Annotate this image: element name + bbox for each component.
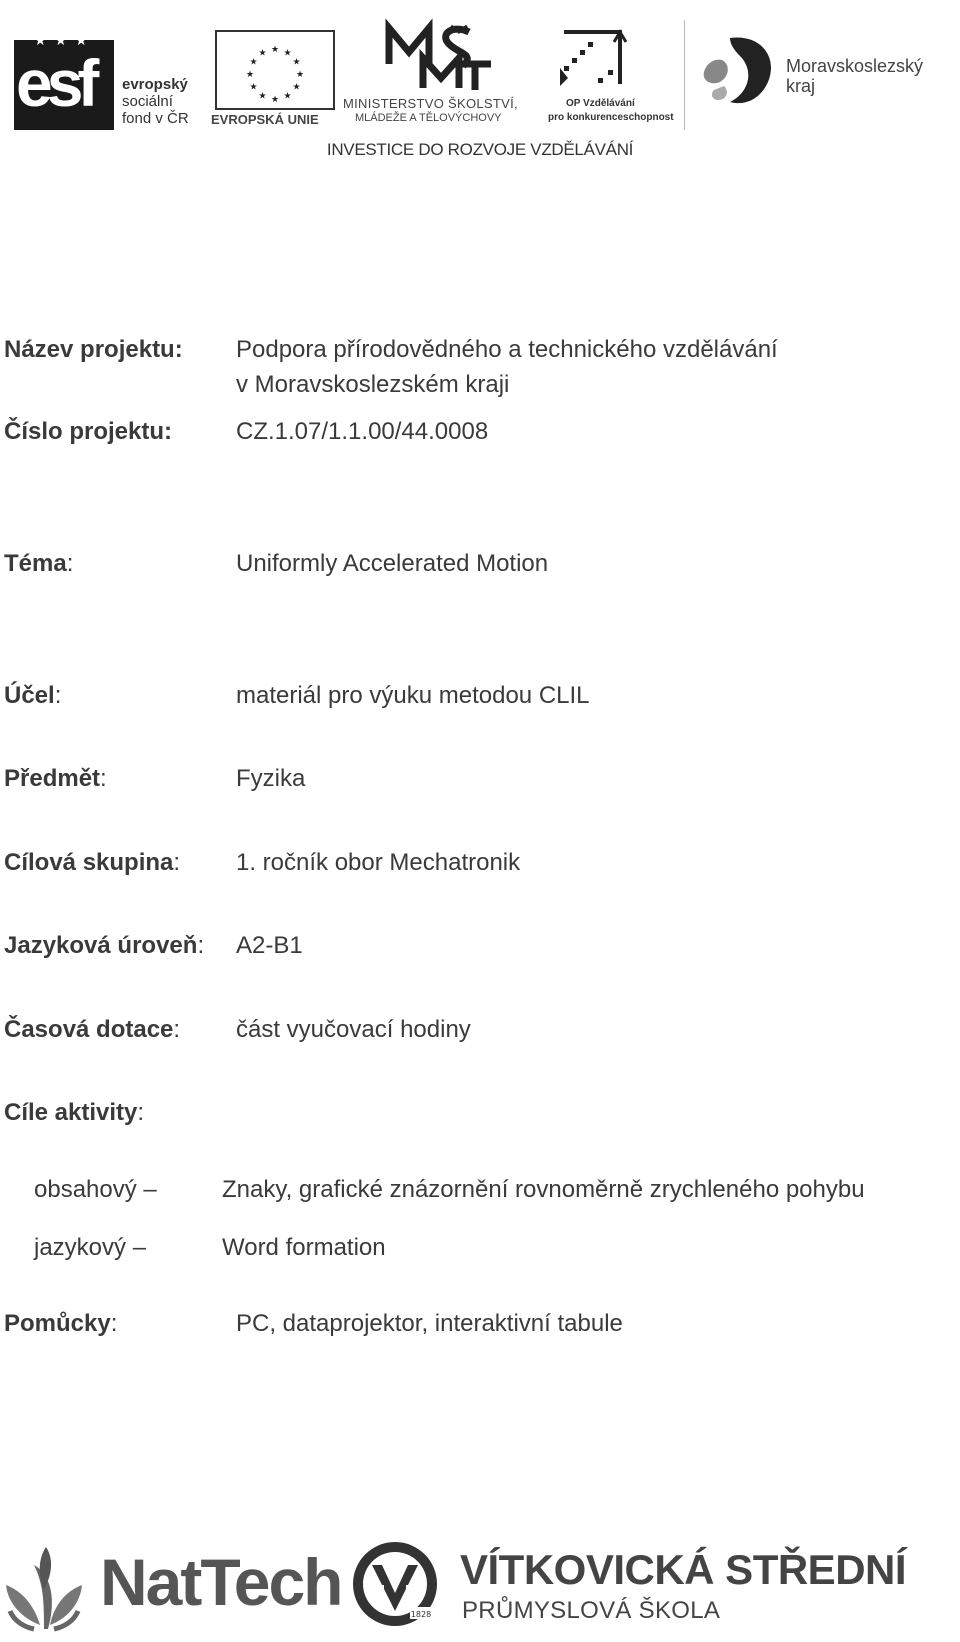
svg-text:★: ★ <box>245 70 255 80</box>
esf-logo <box>14 30 204 130</box>
footer-logo-strip <box>0 1535 960 1635</box>
cilova-skupina-label: Cílová skupina: <box>4 849 181 876</box>
jazykovy-value: Word formation <box>222 1234 386 1261</box>
project-name-label: Název projektu: <box>4 336 183 363</box>
msmt-mark-icon <box>383 24 493 92</box>
casova-dotace-label: Časová dotace: <box>4 1016 181 1043</box>
svg-text:★: ★ <box>258 48 267 59</box>
nattech-logo-text: NatTech <box>100 1545 342 1619</box>
school-name-line2: PRŮMYSLOVÁ ŠKOLA <box>462 1597 721 1624</box>
moravskoslezsky-kraj-logo <box>700 30 950 120</box>
casova-dotace-value: část vyučovací hodiny <box>236 1016 471 1043</box>
tema-value: Uniformly Accelerated Motion <box>236 550 549 577</box>
cile-aktivity-label: Cíle aktivity: <box>4 1099 145 1126</box>
jazykova-uroven-label: Jazyková úroveň: <box>4 932 205 959</box>
obsahovy-value: Znaky, grafické znázornění rovnoměrně zrychleného pohybu <box>222 1176 865 1203</box>
investice-tagline: INVESTICE DO ROZVOJE VZDĚLÁVÁNÍ <box>326 140 634 159</box>
msmt-line2: MLÁDEŽE A TĚLOVÝCHOVY <box>355 112 502 124</box>
esf-logo-mark: esf <box>16 46 94 120</box>
vitkovicka-school-seal-icon <box>350 1537 440 1631</box>
project-name-line1: Podpora přírodovědného a technického vzdělávání <box>236 336 778 363</box>
eu-flag-icon <box>215 30 335 110</box>
op-vzdelavani-mark-icon <box>558 26 638 92</box>
msk-line1: Moravskoslezský <box>786 56 924 76</box>
svg-text:★: ★ <box>292 82 301 93</box>
msk-line2: kraj <box>786 76 816 96</box>
jazykovy-label: jazykový – <box>34 1234 147 1261</box>
header-logo-strip <box>0 20 960 140</box>
svg-text:★: ★ <box>249 82 258 93</box>
svg-text:★: ★ <box>292 57 301 68</box>
nattech-leaf-icon <box>4 1545 84 1631</box>
op-logo <box>548 26 672 136</box>
svg-text:★: ★ <box>270 95 280 105</box>
moravskoslezsky-kraj-text <box>786 56 923 96</box>
project-number-label: Číslo projektu: <box>4 418 173 445</box>
eu-label: EVROPSKÁ UNIE <box>211 112 319 127</box>
esf-stars-icon: ★ ★ ★ <box>34 32 90 48</box>
project-name-line2: v Moravskoslezském kraji <box>236 371 510 398</box>
esf-line2: sociální <box>122 93 173 110</box>
jazykova-uroven-value: A2-B1 <box>236 932 303 959</box>
svg-text:★: ★ <box>258 91 267 102</box>
ucel-value: materiál pro výuku metodou CLIL <box>236 682 590 709</box>
eu-stars-ring-icon <box>245 44 305 105</box>
op-line1: OP Vzdělávání <box>566 98 635 109</box>
esf-line1: evropský <box>122 76 188 93</box>
predmet-label: Předmět: <box>4 765 107 792</box>
eu-logo <box>211 30 333 130</box>
msmt-logo <box>343 24 543 134</box>
project-number-value: CZ.1.07/1.1.00/44.0008 <box>236 418 489 445</box>
pomucky-value: PC, dataprojektor, interaktivní tabule <box>236 1310 623 1337</box>
esf-logo-text <box>122 76 189 127</box>
svg-text:★: ★ <box>249 57 258 68</box>
svg-text:★: ★ <box>283 48 292 59</box>
op-line2: pro konkurenceschopnost <box>548 112 674 123</box>
obsahovy-label: obsahový – <box>34 1176 157 1203</box>
svg-text:★: ★ <box>270 45 280 55</box>
esf-line3: fond v ČR <box>122 110 189 127</box>
ucel-label: Účel: <box>4 682 62 709</box>
moravskoslezsky-kraj-mark-icon <box>700 30 780 110</box>
svg-text:★: ★ <box>283 91 292 102</box>
school-name-line1: VÍTKOVICKÁ STŘEDNÍ <box>460 1546 907 1593</box>
tema-label: Téma: <box>4 550 74 577</box>
cilova-skupina-value: 1. ročník obor Mechatronik <box>236 849 521 876</box>
seal-year: 1828 <box>410 1610 432 1619</box>
header-divider <box>684 20 685 130</box>
svg-text:★: ★ <box>295 70 305 80</box>
predmet-value: Fyzika <box>236 765 306 792</box>
msmt-line1: MINISTERSTVO ŠKOLSTVÍ, <box>343 96 518 111</box>
pomucky-label: Pomůcky: <box>4 1310 118 1337</box>
